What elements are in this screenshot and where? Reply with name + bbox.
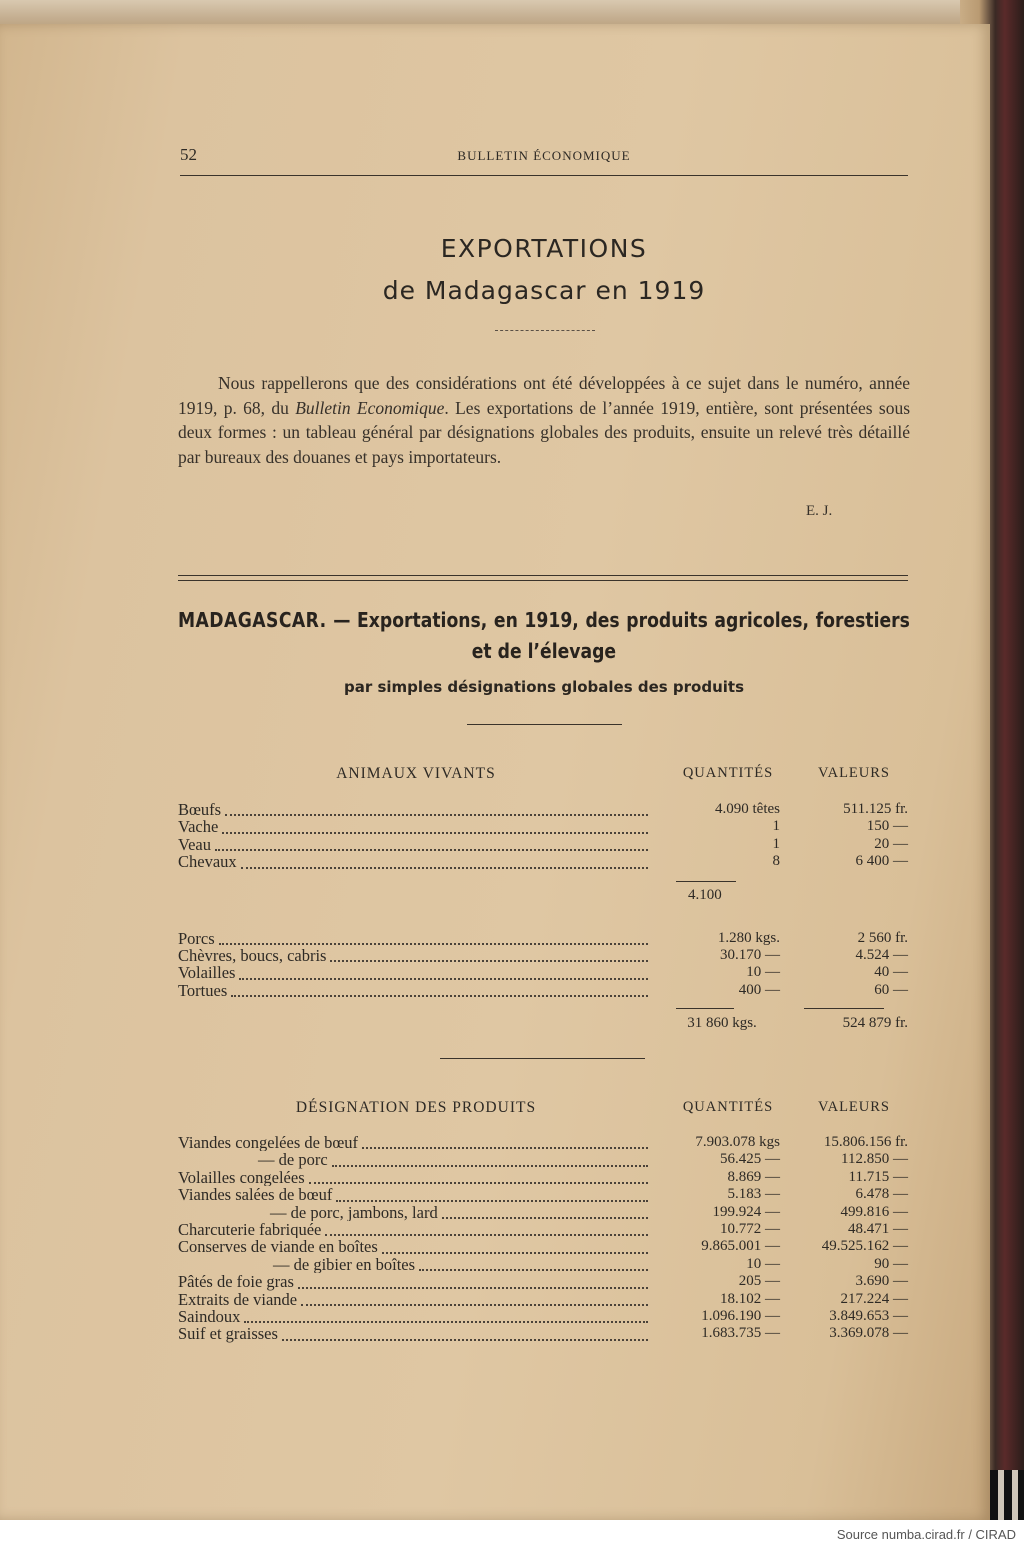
row-quantity: 8 — [772, 853, 780, 870]
row-quantity: 199.924 — — [712, 1203, 780, 1220]
row-designation — [178, 1273, 648, 1290]
section-heading-lead: MADAGASCAR. — [178, 608, 327, 632]
leader-dots — [362, 1147, 648, 1149]
row-designation — [178, 1291, 648, 1308]
table-row — [178, 801, 910, 818]
row-quantity: 9.865.001 — — [701, 1238, 780, 1255]
row-designation — [178, 1325, 648, 1342]
row-quantity: 30.170 — — [720, 946, 780, 963]
total-quantity: 31 860 kgs. — [687, 1015, 757, 1032]
source-credit: Source numba.cirad.fr / CIRAD — [836, 1527, 1016, 1542]
section-divider — [467, 724, 622, 725]
total-value: 524 879 fr. — [842, 1015, 908, 1032]
running-title: BULLETIN ÉCONOMIQUE — [457, 148, 631, 163]
row-value: 48.471 — — [848, 1220, 908, 1237]
row-designation — [178, 1169, 648, 1186]
row-label: — de porc — [258, 1151, 328, 1169]
col-header-value: VALEURS — [818, 765, 890, 781]
row-designation — [178, 1221, 648, 1238]
signature: E. J. — [806, 503, 833, 519]
journal-title: Bulletin Economique — [295, 397, 445, 418]
table-row — [178, 982, 910, 999]
row-designation — [178, 930, 648, 947]
leader-dots — [309, 1182, 648, 1184]
row-label: Vache — [178, 818, 219, 836]
row-designation — [178, 1308, 648, 1325]
row-designation — [178, 1204, 648, 1221]
table-row — [178, 930, 910, 947]
table-row — [178, 1308, 910, 1325]
row-designation — [178, 982, 648, 999]
col-header-value: VALEURS — [818, 1099, 890, 1115]
row-label: Tortues — [178, 981, 228, 1000]
table-row — [178, 1238, 910, 1255]
row-designation — [178, 964, 648, 981]
row-value: 20 — — [874, 835, 908, 852]
row-designation — [178, 1134, 648, 1151]
row-value: 150 — — [866, 818, 908, 835]
leader-dots — [336, 1200, 648, 1202]
row-quantity: 10 — — [746, 1255, 780, 1272]
table-row — [178, 947, 910, 964]
row-quantity: 205 — — [738, 1273, 780, 1290]
row-designation — [178, 853, 648, 870]
running-head — [180, 145, 908, 176]
leader-dots — [239, 978, 648, 980]
row-value: 499.816 — — [840, 1203, 908, 1220]
row-value: 511.125 fr. — [843, 801, 908, 817]
row-label: Conserves de viande en boîtes — [178, 1238, 378, 1256]
animals-table-header — [178, 765, 910, 789]
row-label: Porcs — [178, 929, 215, 947]
row-quantity: 18.102 — — [720, 1290, 780, 1307]
leader-dots — [222, 832, 648, 834]
row-value: 112.850 — — [841, 1151, 908, 1168]
row-value: 4.524 — — [855, 946, 908, 963]
row-quantity: 1.280 kgs. — [717, 929, 780, 946]
row-quantity: 5.183 — — [727, 1186, 780, 1203]
row-quantity: 1 — [772, 835, 780, 852]
row-value: 49.525.162 — — [821, 1238, 908, 1255]
row-value: 90 — — [874, 1255, 908, 1272]
table-row — [178, 818, 910, 835]
row-designation — [178, 1238, 648, 1255]
products-table-header — [178, 1099, 910, 1123]
subtotal-quantity: 4.100 — [688, 886, 722, 903]
total-quantity-rule — [676, 1008, 734, 1009]
row-designation — [178, 818, 648, 835]
leader-dots — [298, 1287, 648, 1289]
table-row — [178, 964, 910, 981]
row-label: Pâtés de foie gras — [178, 1273, 294, 1291]
total-row — [178, 1015, 910, 1037]
row-designation — [178, 836, 648, 853]
row-label: Viandes salées de bœuf — [178, 1186, 333, 1204]
leader-dots — [301, 1304, 648, 1306]
row-label: Veau — [178, 835, 211, 854]
table-row — [178, 1256, 910, 1273]
table-row — [178, 1291, 910, 1308]
row-label: Volailles — [178, 964, 236, 982]
section-subheading: par simples désignations globales des produits — [343, 678, 744, 696]
title-divider — [495, 330, 595, 331]
leader-dots — [219, 943, 648, 945]
leader-dots — [442, 1217, 648, 1219]
row-label: Volailles congelées — [178, 1168, 305, 1187]
col-header-name: ANIMAUX VIVANTS — [336, 765, 496, 782]
row-quantity: 400 — — [738, 981, 780, 998]
row-label: Charcuterie fabriquée — [178, 1220, 322, 1239]
leader-dots — [330, 960, 648, 962]
row-quantity: 1.683.735 — — [701, 1325, 780, 1342]
row-label: Bœufs — [178, 801, 222, 819]
section-heading — [178, 605, 910, 667]
book-strap — [990, 1470, 1024, 1520]
row-value: 6 400 — — [855, 853, 908, 870]
row-value: 40 — — [874, 964, 908, 981]
products-table — [178, 1099, 910, 1343]
table-row — [178, 1169, 910, 1186]
table-row — [178, 1273, 910, 1290]
row-designation — [178, 801, 648, 818]
leader-dots — [282, 1339, 648, 1341]
row-label: Extraits de viande — [178, 1290, 298, 1308]
row-label: Chèvres, boucs, cabris — [178, 946, 327, 965]
row-value: 3.849.653 — — [829, 1307, 908, 1324]
row-quantity: 7.903.078 kgs — [695, 1134, 780, 1150]
row-value: 60 — — [874, 981, 908, 998]
table-row — [178, 836, 910, 853]
leader-dots — [244, 1321, 648, 1323]
leader-dots — [419, 1269, 648, 1271]
row-label: — de gibier en boîtes — [273, 1255, 416, 1274]
row-quantity: 1 — [772, 818, 780, 835]
row-label: Suif et graisses — [178, 1325, 278, 1343]
table-row — [178, 853, 910, 870]
leader-dots — [215, 849, 648, 851]
subtotal-rule — [676, 881, 736, 882]
table-row — [178, 1204, 910, 1221]
leader-dots — [231, 995, 648, 997]
row-value: 11.715 — — [848, 1168, 908, 1185]
leader-dots — [241, 867, 648, 869]
row-designation — [178, 1151, 648, 1168]
row-designation — [178, 1186, 648, 1203]
leader-dots — [382, 1252, 648, 1254]
row-quantity: 10 — — [746, 964, 780, 981]
leader-dots — [325, 1234, 648, 1236]
intro-paragraph: Nous rappellerons que des considérations ont été développées à ce sujet dans le numéro, année 1919, p. 68, du Bulletin Economique. Les exportations de l’année 1919, entière, sont présentées sous deux formes : un tableau général par désignations globales des produits, ensuite un relevé très détaillé par bureaux des douanes et pays importateurs. — [178, 373, 911, 467]
row-designation — [178, 1256, 648, 1273]
page-number: 52 — [180, 145, 197, 164]
animals-table — [178, 765, 910, 1037]
row-value: 2 560 fr. — [857, 929, 908, 946]
row-designation — [178, 947, 648, 964]
table-row — [178, 1221, 910, 1238]
article-subtitle: de Madagascar en 1919 — [382, 276, 706, 305]
col-header-quantity: QUANTITÉS — [682, 1099, 774, 1115]
section-heading-rest: — Exportations, en 1919, des produits agricoles, forestiers et de l’élevage — [333, 608, 910, 663]
double-rule — [178, 575, 908, 581]
leader-dots — [332, 1165, 648, 1167]
row-label: Viandes congelées de bœuf — [178, 1134, 358, 1152]
table-divider — [440, 1058, 645, 1059]
table-row — [178, 1186, 910, 1203]
row-quantity: 56.425 — — [720, 1151, 780, 1168]
total-value-rule — [804, 1008, 884, 1009]
article-title: EXPORTATIONS — [440, 234, 648, 263]
row-value: 3.369.078 — — [829, 1325, 908, 1342]
subtotal-row — [178, 887, 910, 909]
row-label: Saindoux — [178, 1307, 241, 1326]
table-row — [178, 1151, 910, 1168]
row-value: 15.806.156 fr. — [823, 1134, 908, 1150]
col-header-quantity: QUANTITÉS — [682, 765, 774, 781]
col-header-designation: DÉSIGNATION DES PRODUITS — [295, 1099, 537, 1116]
leader-dots — [225, 814, 648, 816]
row-quantity: 10.772 — — [720, 1220, 780, 1237]
row-quantity: 1.096.190 — — [701, 1307, 780, 1324]
table-row — [178, 1325, 910, 1342]
row-label: — de porc, jambons, lard — [270, 1203, 438, 1221]
row-label: Chevaux — [178, 853, 237, 871]
row-value: 6.478 — — [855, 1186, 908, 1203]
row-value: 3.690 — — [855, 1273, 908, 1290]
table-row — [178, 1134, 910, 1151]
row-quantity: 8.869 — — [727, 1168, 780, 1185]
row-value: 217.224 — — [840, 1290, 908, 1307]
row-quantity: 4.090 têtes — [715, 801, 780, 817]
